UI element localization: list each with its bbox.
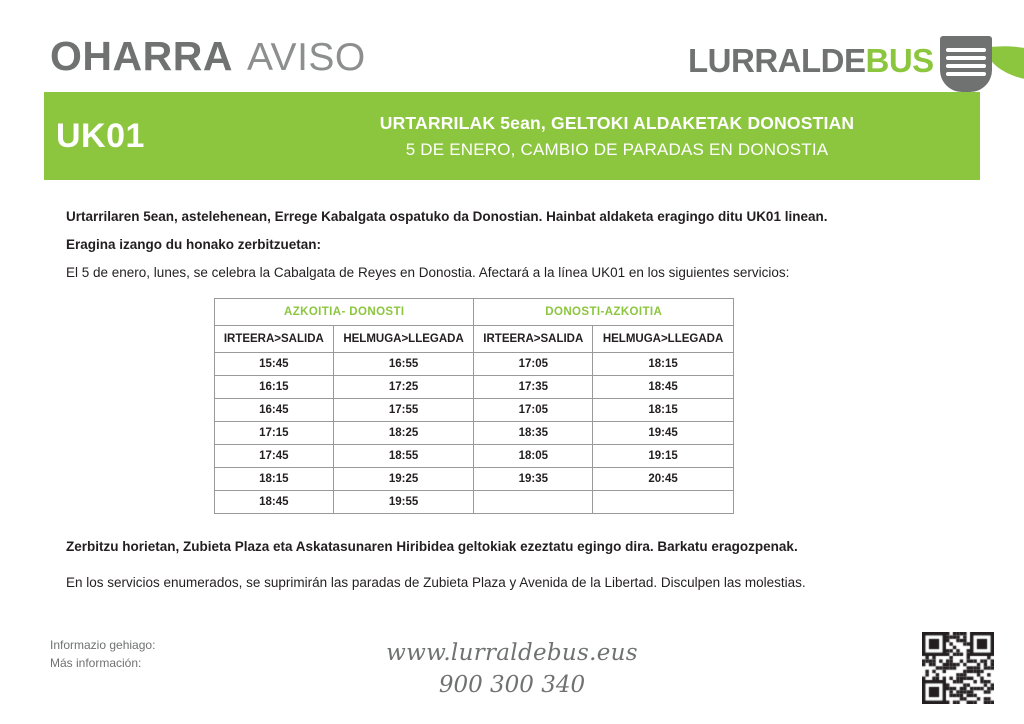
- page-title-basque: OHARRA: [50, 33, 233, 79]
- table-cell-time: 17:05: [474, 353, 593, 376]
- table-cell-time: 19:35: [474, 468, 593, 491]
- table-row: [215, 353, 734, 376]
- timetable-subheader-row: [215, 326, 734, 353]
- gipuzkoa-shield-icon: [940, 36, 992, 92]
- footer-website[interactable]: www.lurraldebus.eus: [386, 640, 638, 666]
- table-cell-time: 19:25: [333, 468, 474, 491]
- timetable-head: [215, 299, 734, 353]
- timetable: [214, 298, 734, 514]
- timetable-group-azkoitia-donosti: AZKOITIA- DONOSTI: [215, 299, 474, 326]
- table-cell-time: 16:15: [215, 376, 334, 399]
- banner-headline-spanish: 5 DE ENERO, CAMBIO DE PARADAS EN DONOSTIA: [405, 139, 829, 159]
- lurraldebus-logo: [688, 40, 934, 88]
- qr-code-icon: [922, 632, 994, 704]
- table-cell-time: 16:55: [333, 353, 474, 376]
- intro-text: [66, 208, 966, 293]
- table-row: [215, 445, 734, 468]
- footer-more-info-spanish: Más información:: [50, 656, 142, 670]
- table-cell-time: 18:15: [593, 399, 734, 422]
- table-cell-time: 18:15: [215, 468, 334, 491]
- table-cell-empty: [474, 491, 593, 514]
- table-cell-time: 17:45: [215, 445, 334, 468]
- banner-text: [314, 113, 980, 160]
- table-cell-time: 17:55: [333, 399, 474, 422]
- timetable-body: [215, 353, 734, 514]
- shield-waves: [946, 48, 986, 80]
- table-cell-time: 17:15: [215, 422, 334, 445]
- banner-headline-basque: URTARRILAK 5ean, GELTOKI ALDAKETAK DONOSTIAN: [379, 112, 855, 133]
- note-basque: Zerbitzu horietan, Zubieta Plaza eta Askatasunaren Hiribidea geltokiak ezeztatu egingo dira. Barkatu eragozpenak.: [66, 539, 798, 554]
- table-row: [215, 468, 734, 491]
- page-title: [50, 33, 366, 79]
- table-cell-time: 16:45: [215, 399, 334, 422]
- table-cell-time: 20:45: [593, 468, 734, 491]
- note-spanish: En los servicios enumerados, se suprimirán las paradas de Zubieta Plaza y Avenida de la Libertad. Disculpen las molestias.: [66, 575, 806, 591]
- timetable-group-row: [215, 299, 734, 326]
- intro-basque-line1: Urtarrilaren 5ean, astelehenean, Errege Kabalgata ospatuko da Donostian. Hainbat aldaketa eragingo ditu UK01 linean.: [66, 209, 828, 224]
- table-cell-time: 17:05: [474, 399, 593, 422]
- line-code-badge: UK01: [56, 116, 145, 155]
- footer-more-info-basque: Informazio gehiago:: [50, 638, 156, 652]
- table-cell-empty: [593, 491, 734, 514]
- timetable-col-depart-2: IRTEERA>SALIDA: [474, 326, 593, 353]
- table-row: [215, 399, 734, 422]
- table-cell-time: 18:45: [593, 376, 734, 399]
- table-cell-time: 18:25: [333, 422, 474, 445]
- table-cell-time: 18:45: [215, 491, 334, 514]
- table-cell-time: 18:55: [333, 445, 474, 468]
- table-cell-time: 19:15: [593, 445, 734, 468]
- logo-text-lurralde: LURRALDE: [688, 42, 866, 79]
- notes-text: [66, 538, 966, 592]
- table-cell-time: 18:35: [474, 422, 593, 445]
- timetable-col-arrive-2: HELMUGA>LLEGADA: [593, 326, 734, 353]
- table-row: [215, 376, 734, 399]
- page-header: [0, 18, 1024, 82]
- table-row: [215, 422, 734, 445]
- footer-phone: 900 300 340: [438, 672, 586, 698]
- table-cell-time: 17:35: [474, 376, 593, 399]
- footer-contact: [0, 640, 1024, 698]
- table-cell-time: 15:45: [215, 353, 334, 376]
- logo-text: [688, 44, 934, 77]
- table-row: [215, 491, 734, 514]
- page-title-spanish: AVISO: [246, 36, 366, 79]
- table-cell-time: 18:15: [593, 353, 734, 376]
- timetable-group-donosti-azkoitia: DONOSTI-AZKOITIA: [474, 299, 734, 326]
- notice-banner: [44, 92, 980, 180]
- intro-spanish-line: El 5 de enero, lunes, se celebra la Cabalgata de Reyes en Donostia. Afectará a la línea UK01 en los siguientes servicios:: [66, 265, 790, 281]
- intro-basque-line2: Eragina izango du honako zerbitzuetan:: [66, 237, 322, 253]
- timetable-col-arrive-1: HELMUGA>LLEGADA: [333, 326, 474, 353]
- timetable-col-depart-1: IRTEERA>SALIDA: [215, 326, 334, 353]
- table-cell-time: 19:45: [593, 422, 734, 445]
- table-cell-time: 17:25: [333, 376, 474, 399]
- logo-text-bus: BUS: [865, 42, 934, 79]
- table-cell-time: 19:55: [333, 491, 474, 514]
- table-cell-time: 18:05: [474, 445, 593, 468]
